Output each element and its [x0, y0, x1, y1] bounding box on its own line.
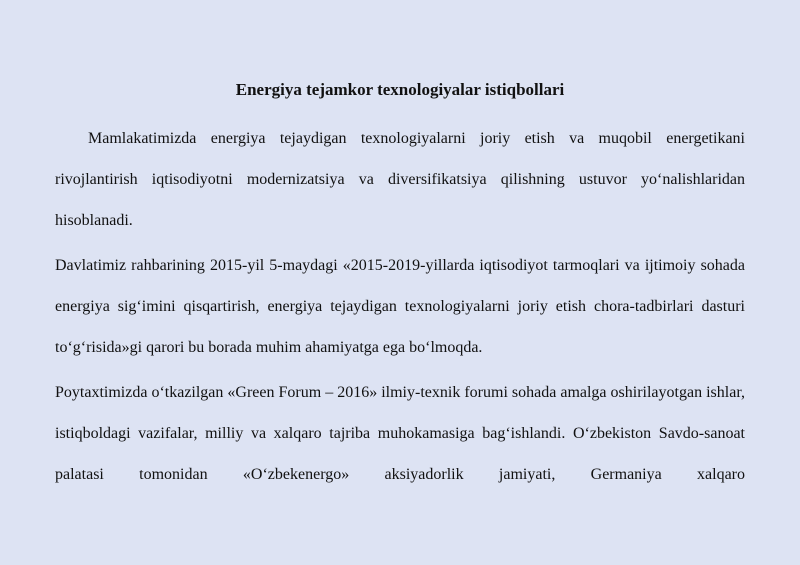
- paragraph-3: Poytaxtimizda o‘tkazilgan «Green Forum – 2016» ilmiy-texnik forumi sohada amalga oshirilayotgan ishlar, istiqboldagi vazifalar, milliy va xalqaro tajriba muhokamasiga bag‘ishlandi. O‘zbekiston Savdo-sanoat palatasi tomonidan «O‘zbekenergo» aksiyadorlik jamiyati, Germaniya xalqaro: [55, 384, 745, 483]
- paragraph-2: Davlatimiz rahbarining 2015-yil 5-maydagi «2015-2019-yillarda iqtisodiyot tarmoqlari va ijtimoiy sohada energiya sig‘imini qisqartirish, energiya tejaydigan texnologiyalarni joriy etish chora-tadbirlari dasturi to‘g‘risida»gi qarori bu borada muhim ahamiyatga ega bo‘lmoqda.: [55, 257, 745, 356]
- paragraph-1: Mamlakatimizda energiya tejaydigan texnologiyalarni joriy etish va muqobil energetikani rivojlantirish iqtisodiyotni modernizatsiya va diversifikatsiya qilishning ustuvor yo‘nalishlaridan hisoblanadi.: [55, 130, 745, 229]
- document-title: Energiya tejamkor texnologiyalar istiqbollari: [235, 80, 565, 99]
